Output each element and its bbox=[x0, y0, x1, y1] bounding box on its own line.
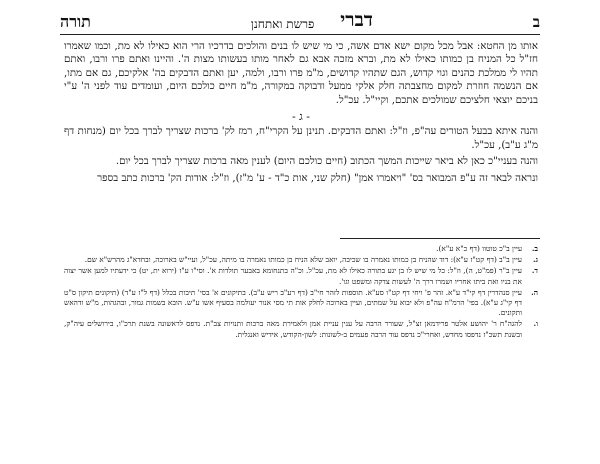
book-title: דברי bbox=[340, 9, 373, 31]
footnote-letter: ה. bbox=[531, 287, 538, 297]
footnote-letter: ו. bbox=[533, 319, 538, 329]
header-rule bbox=[60, 34, 540, 35]
page-letter: ב bbox=[532, 13, 540, 31]
footnotes bbox=[64, 244, 538, 341]
footnote bbox=[64, 244, 538, 254]
footnote-letter: ד. bbox=[531, 266, 538, 276]
running-header bbox=[60, 6, 540, 32]
footnote bbox=[64, 266, 538, 286]
footnote-text: עיין ב"ב (דף קט"ז ע"א): דוד שהניח בן כמותו נאמרה בו שכיבה, יואב שלא הניח בן כמותו נאמרה בו מיתה, עכ"ל, ועיי"ש בארוכה, ובחדא"ג מהרש"א שם. bbox=[84, 255, 522, 265]
section-marker: - ג - bbox=[291, 110, 311, 124]
paragraph: והנה איתא בבעל הטורים עה"פ, וז"ל: ואתם הדבקים. תנינן על הקרי"ח, רמז לק' ברכות שצריך לברך בכל יום (מנחות דף מ"ג ע"ב), עכ"ל. bbox=[64, 126, 538, 151]
footnote bbox=[64, 255, 538, 265]
paragraph: והנה בעניי"כ כאן לא ביאר שייכות המשך הכתוב (חיים כולכם היום) לענין מאה ברכות שצריך לברך בכל יום. bbox=[115, 156, 538, 168]
main-text bbox=[64, 40, 538, 188]
footnote-letter: ג. bbox=[532, 255, 538, 265]
footnote-text: להגה"ח ר' יהושע אלטר פרידמאן זצ"ל, שעורר הרבה על ענין עניית אמן ולאמירת מאה ברכות ותנויות צב"ת. נדפס לראשונה בשנת תרכ"ו, בירושלים עיה"ק, ובשנת תשכ"ז נדפסו מחדש, ואחרי"כ נדפס עוד הרבה פעמים ב-לשונות: לשון-הקודש, אידיש ואנגלית. bbox=[64, 319, 522, 339]
header-center bbox=[251, 9, 373, 32]
footnote bbox=[64, 288, 538, 319]
paragraph: אותו מן החטא: אבל מכל מקום ישא אדם אשה, כי מי שיש לו בנים והולכים בדרכיו הרי הוא כאילו לא מת, וכמו שאמרו חז"ל כל המניח בן כמותו כאילו לא מת, וברא מזכה אבא גם לאחר מותו בעשותו מצות ה'. והיינו ואתם פרו ורבו, ואתם תהיו לי ממלכת כהנים וגוי קדוש, הגם שתהיו קדושים, מ"מ פרו ורבו, ולמה, יען ואתם הדבקים בה' אלקיכם, גם אם מתו, אם הנשמה חוזרת למקום מחצבתה חלק אלקי ממעל ודבוקה במקורה, מ"מ חיים כולכם היום, ועומדים עוד לפני ה' ע"י בניכם יוצאי חלציכם שמולכים אתכם, וקיי"ל. עכ"ל. bbox=[64, 41, 538, 106]
footnote bbox=[64, 319, 538, 339]
paragraph: ונראה לבאר זה ע"פ המבואר בס' "ויאמרו אמן" (חלק שני, אות כ"ד - ע' מ"ז), וז"ל: אודות הק' ברכות כתב בספר bbox=[97, 172, 538, 184]
footnote-letter: ב. bbox=[531, 244, 538, 253]
footnote-text: עיין ב"ר (פמ"ט, ה), וז"ל: כל מי שיש לו בן יגע בתורה כאילו לא מת, עכ"ל. וכ"ה בתנחומא באבער תולדות א'. וסי"ו ע"ז (ירוא ית, יט) כי ידעתיו למען אשר יצוה את בניו ואת ביתו אחריו ושמרו דרך ה' לעשות צדקה ומשפט וגו'. bbox=[64, 266, 522, 286]
parsha-name: פרשת ואתחנן bbox=[250, 17, 315, 31]
footnote-separator bbox=[340, 238, 540, 239]
footnote-text: עיין סנהדרין דף קי"ד ע"א. זהר פ' ויחי דף קט"ו סע"א. תוספות לזהר חי"ב (דף רע"ב ריש ע"ב). בתיקונים א' בסי' תיבות בכלל (דף ל"ז ע"ד) (תיקונים תיקון ס"ט דף קי"ג ע"א). בפי' הרמ"ח עה"פ ולא יבוא על שמתים, ועיין בארוכה לחלק אות תי מסי אנור יעולמה בסעיף אשו ע"ש. הובא בשמות גמור, ובהגהות, מ"ש ודהאש ותקונים. bbox=[64, 287, 522, 318]
header-title-right: תורה bbox=[60, 12, 91, 31]
footnote-text: עיין ב"כ טוטוו (דף כ"א ע"א). bbox=[436, 244, 522, 253]
